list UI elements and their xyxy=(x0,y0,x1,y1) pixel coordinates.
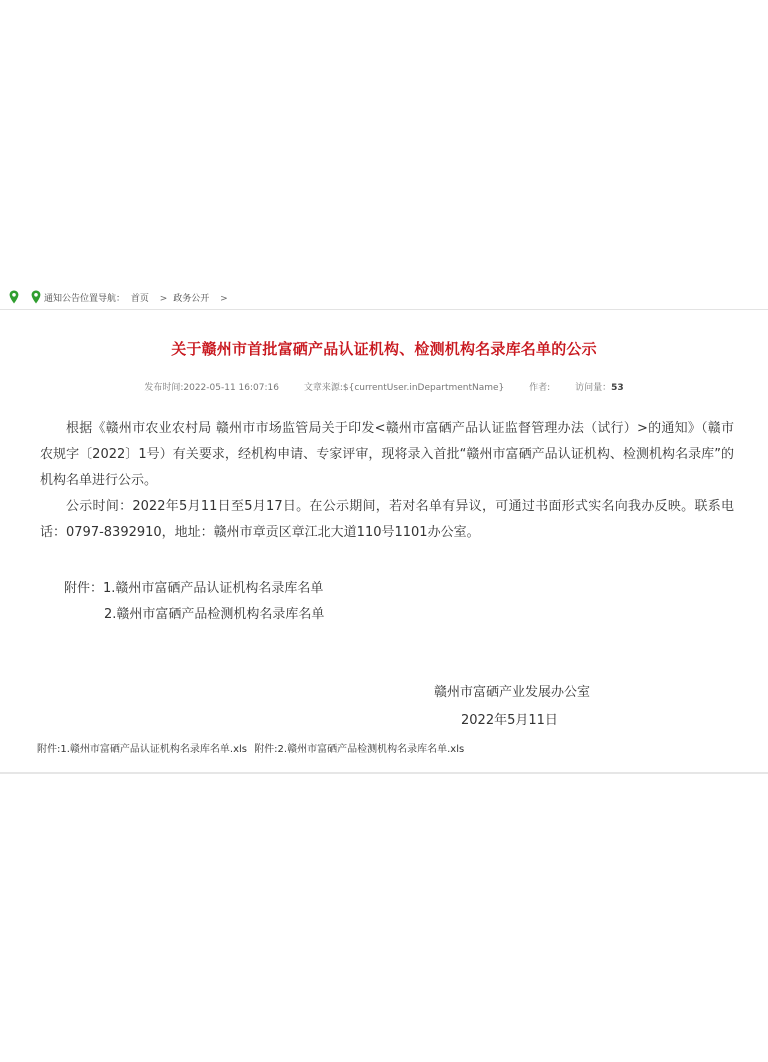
location-pin-icon xyxy=(31,290,41,304)
paragraph: 根据《赣州市农业农村局 赣州市市场监管局关于印发<赣州市富硒产品认证监督管理办法（试行）>的通知》（赣市农规字〔2022〕1号）有关要求，经机构申请、专家评审，现将录入首批“赣州市富硒产品认证机构、检测机构名录库”的机构名单进行公示。 xyxy=(40,421,734,488)
divider xyxy=(0,772,768,774)
file-links xyxy=(37,740,468,755)
article-title: 关于赣州市首批富硒产品认证机构、检测机构名录库名单的公示 xyxy=(171,340,597,358)
file-link[interactable]: 附件:1.赣州市富硒产品认证机构名录库名单.xls xyxy=(37,744,247,755)
breadcrumb-label: 通知公告位置导航： xyxy=(44,294,126,304)
view-count xyxy=(575,383,624,393)
view-count-value: 53 xyxy=(611,383,624,393)
breadcrumb xyxy=(0,287,768,310)
chevron-right-icon: > xyxy=(220,294,228,304)
attachment-item: 附件：1.赣州市富硒产品认证机构名录库名单 xyxy=(64,581,324,596)
attachment-item: 2.赣州市富硒产品检测机构名录库名单 xyxy=(104,607,325,622)
breadcrumb-section-link[interactable]: 政务公开 xyxy=(173,294,210,304)
paragraph: 公示时间：2022年5月11日至5月17日。在公示期间，若对名单有异议，可通过书面形式实名向我办反映。联系电话：0797-8392910，地址：赣州市章贡区章江北大道110号1101办公室。 xyxy=(40,499,734,540)
file-link[interactable]: 附件:2.赣州市富硒产品检测机构名录库名单.xls xyxy=(254,744,465,755)
article-author: 作者: xyxy=(529,383,551,393)
view-count-label: 访问量： xyxy=(575,383,612,393)
signature-date: 2022年5月11日 xyxy=(461,713,558,728)
article-body xyxy=(40,416,734,546)
publish-time: 发布时间:2022-05-11 16:07:16 xyxy=(144,383,279,393)
chevron-right-icon: > xyxy=(159,294,168,304)
breadcrumb-home-link[interactable]: 首页 xyxy=(130,294,149,304)
signature-org: 赣州市富硒产业发展办公室 xyxy=(434,685,591,700)
article-meta xyxy=(0,380,768,393)
article-source: 文章来源:${currentUser.inDepartmentName} xyxy=(303,383,505,393)
location-pin-icon xyxy=(9,290,19,304)
attachment-list xyxy=(64,576,324,628)
